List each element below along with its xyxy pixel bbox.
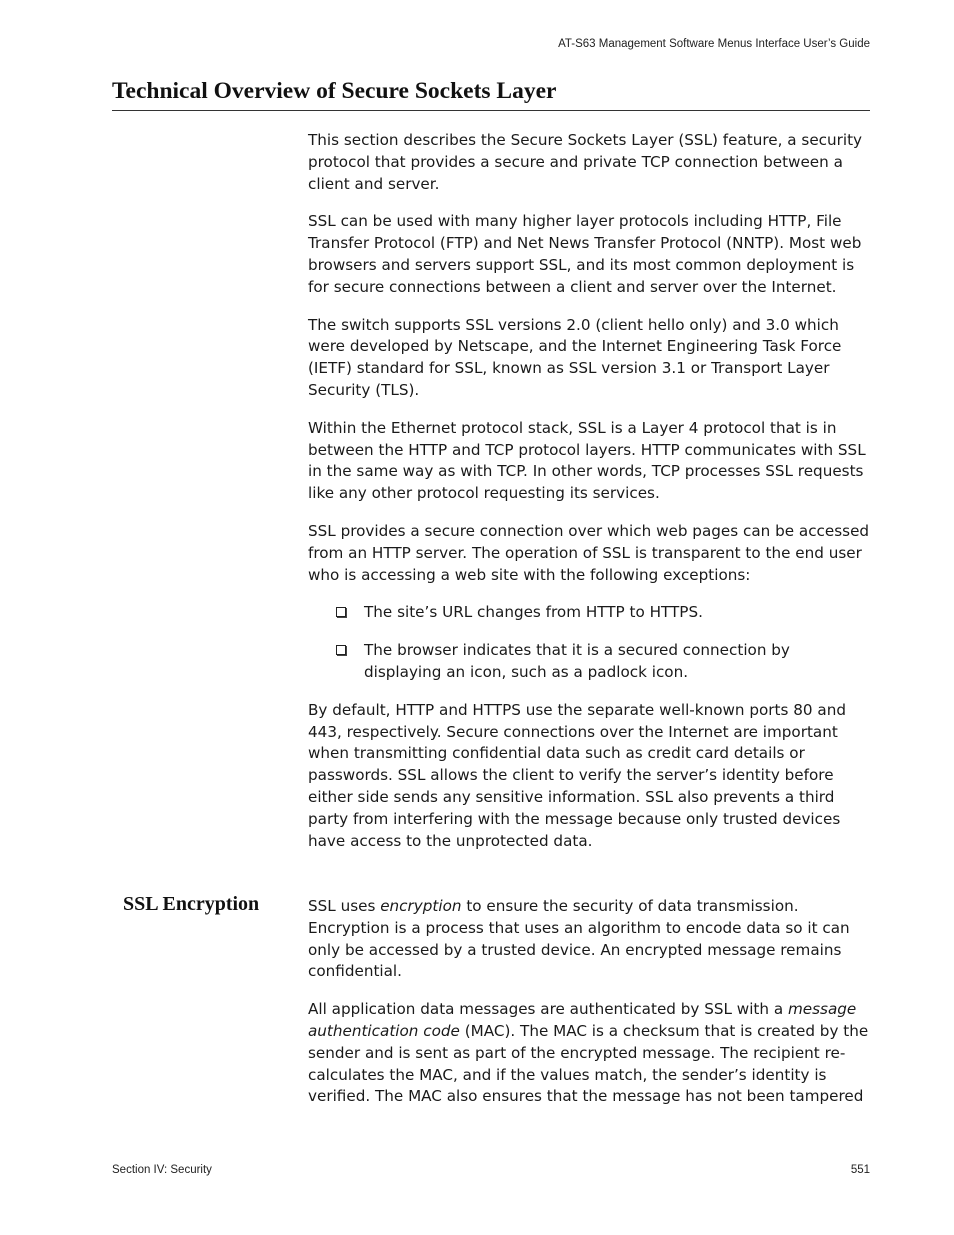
overview-paragraph-3: The switch supports SSL versions 2.0 (client hello only) and 3.0 which were developed by Netscape, and the Internet Engineering Task Force (IETF) standard for SSL, known as SSL version 3.1 or Transport Layer Security (TLS). — [308, 315, 842, 399]
text-run: All application data messages are authenticated by SSL with a — [308, 1000, 788, 1019]
overview-paragraph-2: SSL can be used with many higher layer protocols including HTTP, File Transfer Protocol (FTP) and Net News Transfer Protocol (NNTP). Most web browsers and servers support SSL, and its most common deployment is for secure connections between a client and server over the Internet. — [308, 212, 862, 296]
emphasis-term: encryption — [380, 897, 462, 915]
list-item — [336, 602, 870, 624]
encryption-paragraph-1 — [308, 896, 870, 983]
page-title: Technical Overview of Secure Sockets Layer — [112, 78, 557, 104]
running-header: AT-S63 Management Software Menus Interface User’s Guide — [558, 38, 870, 50]
text-run: (MAC). The MAC is a checksum that is created by the sender and is sent as part of the encrypted message. The recipient re-calculates the MAC, and if the values match, the sender’s identity is verified. The MAC also ensures that the message has not been tampered — [308, 1021, 869, 1106]
text-run: SSL uses — [308, 897, 381, 915]
overview-paragraph-5: SSL provides a secure connection over which web pages can be accessed from an HTTP server. The operation of SSL is transparent to the end user who is accessing a web site with the following exceptions: — [308, 521, 870, 584]
text-run: to ensure the security of data transmission. Encryption is a process that uses an algorithm to encode data so it can only be accessed by a trusted device. An encrypted message remains confidential. — [308, 897, 850, 981]
overview-paragraph-1: This section describes the Secure Sockets Layer (SSL) feature, a security protocol that provides a secure and private TCP connection between a client and server. — [308, 131, 863, 193]
checkbox-bullet-icon — [336, 607, 346, 617]
emphasis-term: message authentication code — [308, 1000, 857, 1040]
list-item-text: The browser indicates that it is a secured connection by displaying an icon, such as a padlock icon. — [364, 641, 790, 681]
overview-body — [308, 130, 870, 868]
list-item-text: The site’s URL changes from HTTP to HTTPS. — [364, 603, 703, 622]
ssl-encryption-body — [308, 896, 870, 1124]
overview-paragraph-4: Within the Ethernet protocol stack, SSL is a Layer 4 protocol that is in between the HTTP and TCP protocol layers. HTTP communicates with SSL in the same way as with TCP. In other words, TCP processes SSL requests like any other protocol requesting its services. — [308, 418, 866, 503]
overview-closing-paragraph: By default, HTTP and HTTPS use the separate well-known ports 80 and 443, respectively. Secure connections over the Internet are important when transmitting confidential data such as credit card details or passwords. SSL allows the client to verify the server’s identity before either side sends any sensitive information. SSL also prevents a third party from interfering with the message because only trusted devices have access to the unprotected data. — [308, 700, 846, 850]
ssl-encryption-heading: SSL Encryption — [123, 893, 260, 915]
exceptions-list — [308, 602, 870, 683]
checkbox-bullet-icon — [336, 645, 346, 655]
list-item — [336, 640, 870, 684]
encryption-paragraph-2 — [308, 999, 870, 1108]
footer-section-label: Section IV: Security — [112, 1164, 212, 1176]
page-number: 551 — [850, 1164, 870, 1176]
title-divider — [112, 110, 870, 111]
